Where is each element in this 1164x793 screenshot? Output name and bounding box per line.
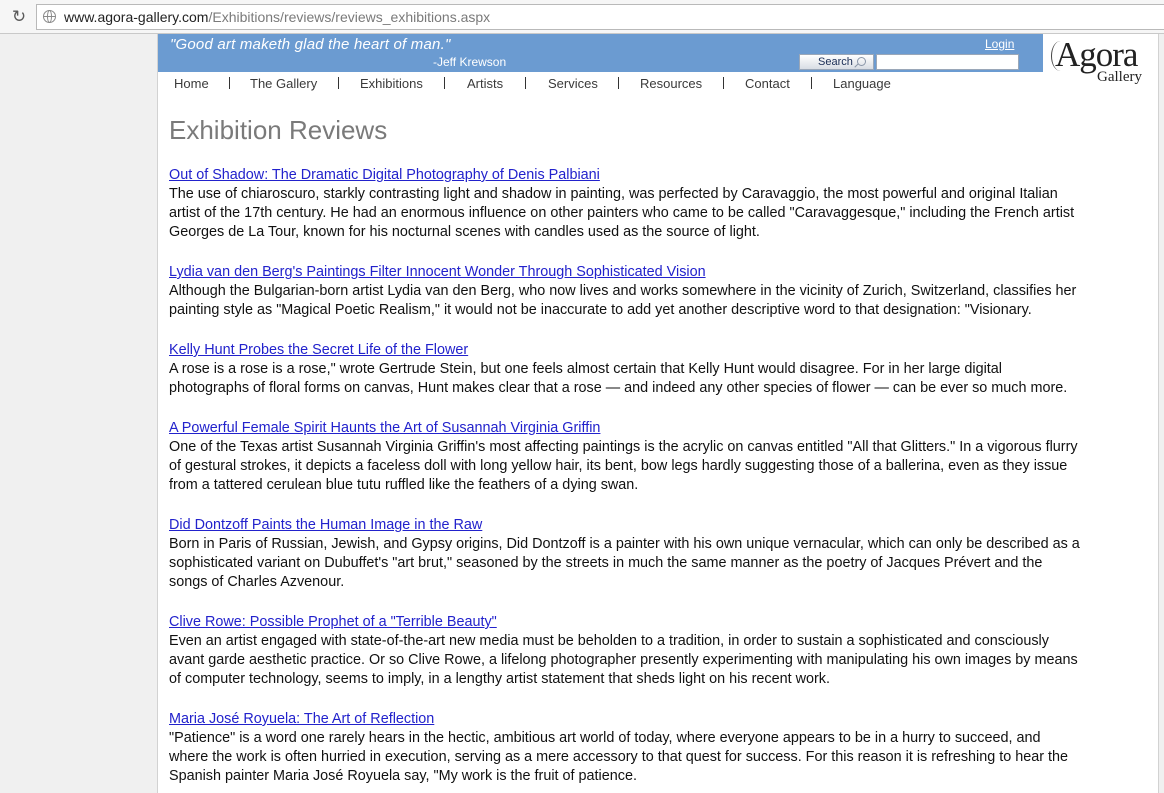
nav-separator xyxy=(723,77,724,89)
nav-contact[interactable]: Contact xyxy=(745,76,790,91)
globe-icon xyxy=(43,10,56,23)
review-title-link[interactable]: Lydia van den Berg's Paintings Filter Innocent Wonder Through Sophisticated Vision xyxy=(169,264,706,280)
reload-icon[interactable]: ↻ xyxy=(11,7,27,26)
review-excerpt xyxy=(169,360,1149,398)
review-item xyxy=(169,263,1149,320)
search-button-label: Search xyxy=(818,56,853,68)
nav-separator xyxy=(229,77,230,89)
excerpt-line: Spanish painter Maria José Royuela say, "My work is the fruit of patience. xyxy=(169,768,637,784)
nav-separator xyxy=(618,77,619,89)
agora-gallery-logo[interactable] xyxy=(1051,35,1151,91)
excerpt-line: The use of chiaroscuro, starkly contrasting light and shadow in painting, was perfected by Caravaggio, the most powerful and original Italian xyxy=(169,186,1058,202)
excerpt-line: Even an artist engaged with state-of-the-art new media must be beholden to a tradition, in order to sustain a sophisticated and consciously xyxy=(169,633,1049,649)
nav-exhibitions[interactable]: Exhibitions xyxy=(360,76,423,91)
excerpt-line: of computer technology, seems to imply, in a lengthy artist statement that sheds light on his recent work. xyxy=(169,671,830,687)
address-bar[interactable] xyxy=(36,4,1164,30)
page-title: Exhibition Reviews xyxy=(169,115,388,145)
url-text[interactable] xyxy=(64,9,490,26)
header-banner xyxy=(158,34,1043,72)
review-title-link[interactable]: Did Dontzoff Paints the Human Image in the Raw xyxy=(169,517,483,533)
search-icon xyxy=(857,57,866,66)
nav-separator xyxy=(338,77,339,89)
excerpt-line: A rose is a rose is a rose," wrote Gertrude Stein, but one feels almost certain that Kelly Hunt would disagree. For in her large digital xyxy=(169,361,1002,377)
review-excerpt xyxy=(169,185,1149,242)
url-host: www.agora-gallery.com xyxy=(64,9,209,25)
review-excerpt xyxy=(169,282,1149,320)
excerpt-line: from a tattered cerulean blue tutu ruffled like the feathers of a dying swan. xyxy=(169,477,639,493)
excerpt-line: Born in Paris of Russian, Jewish, and Gypsy origins, Did Dontzoff is a painter with his own unique vernacular, which can only be described as a xyxy=(169,536,1080,552)
excerpt-line: photographs of floral forms on canvas, Hunt makes clear that a rose — and indeed any other species of flower — can be ever so much more. xyxy=(169,380,1068,396)
nav-services[interactable]: Services xyxy=(548,76,598,91)
excerpt-line: Although the Bulgarian-born artist Lydia van den Berg, who now lives and works somewhere in the vicinity of Zurich, Switzerland, classifies her xyxy=(169,283,1077,299)
excerpt-line: where the work is often hurried in execution, serving as a mere accessory to that quest for success. For this reason it is refreshing to hear the xyxy=(169,749,1069,765)
excerpt-line: Georges de La Tour, known for his nocturnal scenes with candles used as the source of light. xyxy=(169,224,760,240)
excerpt-line: of gestural strokes, it depicts a faceless doll with long yellow hair, its bent, bow legs hardly suggesting those of a ballerina, even as they issue xyxy=(169,458,1068,474)
main-navigation xyxy=(158,76,1038,94)
nav-separator xyxy=(811,77,812,89)
review-item xyxy=(169,419,1149,495)
login-link[interactable]: Login xyxy=(985,37,1015,51)
logo-main-text: Agora xyxy=(1055,35,1138,74)
review-excerpt xyxy=(169,729,1149,786)
excerpt-line: "Patience" is a word one rarely hears in the hectic, ambitious art world of today, where everyone appears to be in a hurry to succeed, and xyxy=(169,730,1041,746)
search-input[interactable] xyxy=(876,54,1019,70)
nav-separator xyxy=(444,77,445,89)
excerpt-line: One of the Texas artist Susannah Virginia Griffin's most affecting paintings is the acrylic on canvas entitled "All that Glitters." In a vigorous flurry xyxy=(169,439,1078,455)
header-quote: "Good art maketh glad the heart of man." xyxy=(170,36,451,53)
nav-language[interactable]: Language xyxy=(833,76,891,91)
review-title-link[interactable]: Kelly Hunt Probes the Secret Life of the Flower xyxy=(169,342,469,358)
header-quote-author: -Jeff Krewson xyxy=(433,55,507,69)
nav-separator xyxy=(525,77,526,89)
review-item xyxy=(169,166,1149,242)
excerpt-line: songs of Charles Azvenour. xyxy=(169,574,345,590)
review-item xyxy=(169,341,1149,398)
review-item xyxy=(169,516,1149,592)
search-button[interactable] xyxy=(799,54,874,70)
review-item xyxy=(169,710,1149,786)
review-item xyxy=(169,613,1149,689)
logo-sub-text: Gallery xyxy=(1097,69,1142,85)
review-title-link[interactable]: Clive Rowe: Possible Prophet of a "Terrible Beauty" xyxy=(169,614,497,630)
excerpt-line: avant garde aesthetic practice. Or so Clive Rowe, a lifelong photographer presently experimenting with manipulating his own images by means xyxy=(169,652,1078,668)
browser-toolbar xyxy=(0,0,1164,34)
nav-resources[interactable]: Resources xyxy=(640,76,703,91)
review-title-link[interactable]: A Powerful Female Spirit Haunts the Art of Susannah Virginia Griffin xyxy=(169,420,601,436)
nav-the-gallery[interactable]: The Gallery xyxy=(250,76,318,91)
excerpt-line: painting style as "Magical Poetic Realism," it would not be inaccurate to add yet another descriptive word to that designation: "Visionary. xyxy=(169,302,1032,318)
review-excerpt xyxy=(169,632,1149,689)
web-page xyxy=(157,34,1159,793)
review-title-link[interactable]: Maria José Royuela: The Art of Reflection xyxy=(169,711,435,727)
review-title-link[interactable]: Out of Shadow: The Dramatic Digital Photography of Denis Palbiani xyxy=(169,167,600,183)
review-excerpt xyxy=(169,535,1149,592)
nav-artists[interactable]: Artists xyxy=(467,76,504,91)
excerpt-line: sophisticated variant on Dubuffet's "art brut," seasoned by the streets in much the same manner as the poetry of Jacques Prévert and the xyxy=(169,555,1043,571)
review-excerpt xyxy=(169,438,1149,495)
nav-home[interactable]: Home xyxy=(174,76,209,91)
excerpt-line: artist of the 17th century. He had an enormous influence on other painters who came to be called "Caravaggesque," including the French artist xyxy=(169,205,1075,221)
url-path: /Exhibitions/reviews/reviews_exhibitions.aspx xyxy=(208,9,491,25)
